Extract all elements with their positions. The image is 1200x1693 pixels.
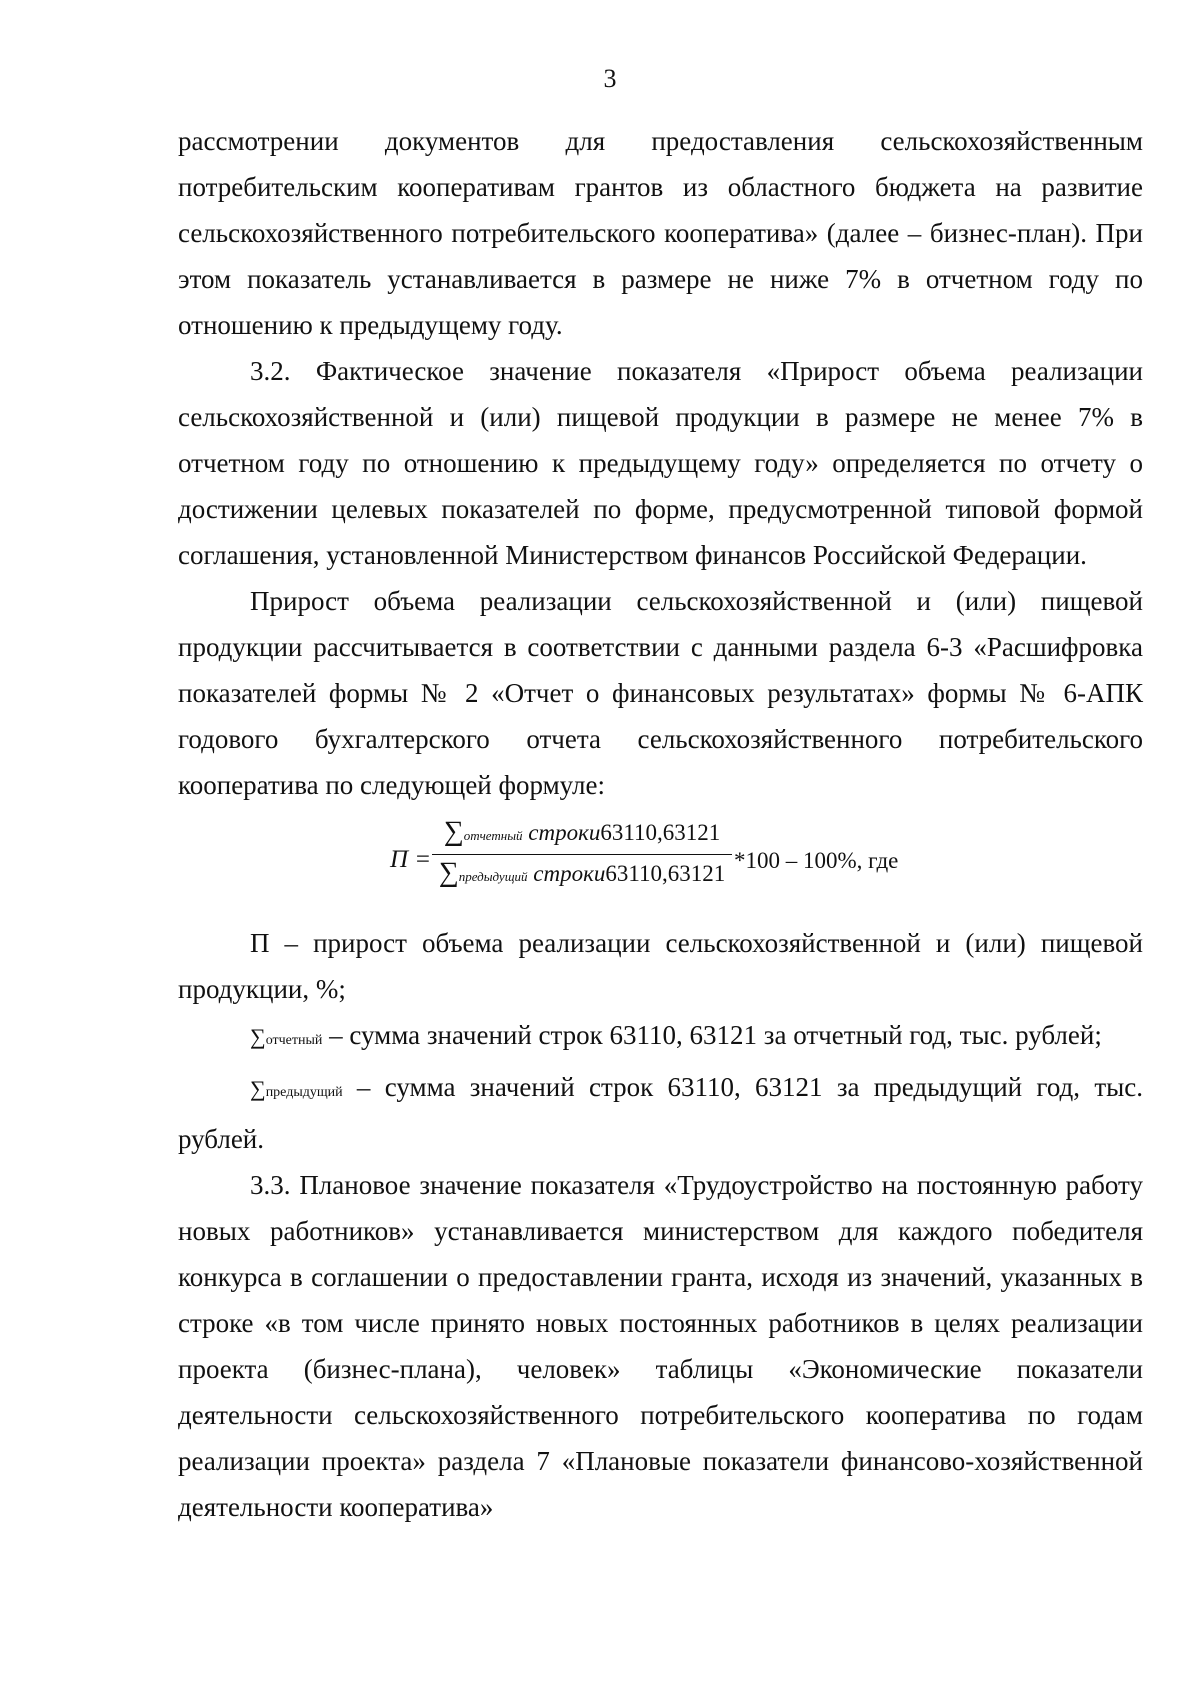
definition-sum-reporting [178, 1012, 1143, 1064]
formula-denominator-subscript: предыдущий [458, 869, 528, 884]
formula-numerator-subscript: отчетный [463, 828, 523, 843]
definition-sum-reporting-text: – сумма значений строк 63110, 63121 за отчетный год, тыс. рублей; [322, 1020, 1102, 1050]
formula-denominator-word: строки [533, 861, 606, 886]
paragraph-3-3: 3.3. Плановое значение показателя «Трудоустройство на постоянную работу новых работников» устанавливается министерством для каждого победителя конкурса в соглашении о предоставлении гранта, исходя из значений, указанных в строке «в том числе принято новых постоянных работников в целях реализации проекта (бизнес-плана), человек» таблицы «Экономические показатели деятельности сельскохозяйственного потребительского кооператива по годам реализации проекта» раздела 7 «Плановые показатели финансово-хозяйственной деятельности кооператива» [178, 1170, 1143, 1522]
growth-formula [178, 808, 1143, 920]
paragraph-growth-calculation: Прирост объема реализации сельскохозяйственной и (или) пищевой продукции рассчитывается в соответствии с данными раздела 6-3 «Расшифровка показателей формы № 2 «Отчет о финансовых результатах» формы № 6-АПК годового бухгалтерского отчета сельскохозяйственного потребительского кооператива по следующей формуле: [178, 586, 1143, 800]
formula-rhs: *100 – 100%, где [734, 848, 899, 873]
fraction-bar [432, 854, 732, 855]
sum-symbol: ∑ [250, 1076, 266, 1101]
sum-symbol: ∑ [438, 857, 459, 888]
page-number: 3 [603, 64, 617, 93]
formula-numerator-rows: 63110,63121 [600, 820, 721, 845]
sum-symbol: ∑ [443, 816, 464, 847]
formula-denominator [432, 857, 732, 893]
document-body [178, 118, 1143, 1530]
formula-fraction [432, 816, 732, 893]
formula-denominator-rows: 63110,63121 [605, 861, 726, 886]
sum-symbol: ∑ [250, 1024, 266, 1049]
sum-subscript-reporting: отчетный [265, 1033, 323, 1048]
formula-numerator-word: строки [528, 820, 601, 845]
formula-numerator [432, 816, 732, 852]
definition-sum-previous-text: – сумма значений строк 63110, 63121 за предыдущий год, тыс. рублей. [178, 1072, 1143, 1154]
formula-lhs: П = [390, 846, 432, 873]
paragraph-intro: рассмотрении документов для предоставления сельскохозяйственным потребительским кооперативам грантов из областного бюджета на развитие сельскохозяйственного потребительского кооператива» (далее – бизнес-план). При этом показатель устанавливается в размере не ниже 7% в отчетном году по отношению к предыдущему году. [178, 126, 1143, 340]
sum-subscript-previous: предыдущий [265, 1085, 343, 1100]
paragraph-3-2: 3.2. Фактическое значение показателя «Прирост объема реализации сельскохозяйственной и (или) пищевой продукции в размере не менее 7% в отчетном году по отношению к предыдущему году» определяется по отчету о достижении целевых показателей по форме, предусмотренной типовой формой соглашения, установленной Министерством финансов Российской Федерации. [178, 356, 1143, 570]
definition-sum-previous [178, 1064, 1143, 1162]
definition-p: П – прирост объема реализации сельскохозяйственной и (или) пищевой продукции, %; [178, 928, 1143, 1004]
